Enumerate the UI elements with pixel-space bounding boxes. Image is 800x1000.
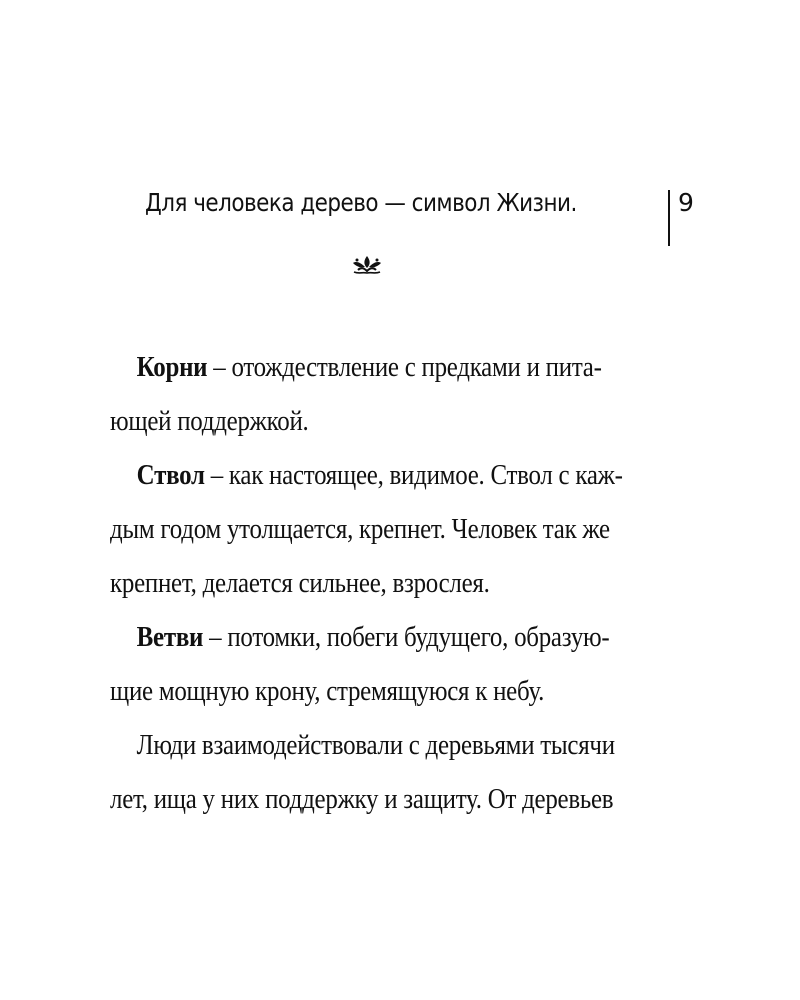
text-line — [110, 340, 617, 394]
term-trunk: Ствол — [136, 459, 205, 491]
text-line: крепнет, делается сильнее, взрослея. — [110, 567, 490, 599]
text-line — [110, 448, 623, 502]
page-number: 9 — [678, 188, 694, 217]
paragraph-trunk — [110, 448, 623, 610]
floral-ornament-icon — [350, 252, 384, 276]
line-text: – как настоящее, видимое. Ствол с каж- — [204, 459, 623, 491]
line-text: – потомки, побеги будущего, образую- — [203, 621, 610, 653]
paragraph-people — [110, 718, 617, 826]
body-text — [110, 340, 623, 826]
text-line: ющей поддержкой. — [110, 405, 309, 437]
paragraph-roots — [110, 340, 617, 448]
page-number-rule — [668, 190, 670, 246]
term-branches: Ветви — [136, 621, 204, 653]
running-header: Для человека дерево — символ Жизни. — [145, 188, 577, 217]
text-line: Люди взаимодействовали с деревьями тысячи — [136, 729, 615, 761]
paragraph-branches — [110, 610, 617, 718]
term-roots: Корни — [136, 351, 208, 383]
text-line: щие мощную крону, стремящуюся к небу. — [110, 675, 545, 707]
text-line: дым годом утолщается, крепнет. Человек так же — [110, 513, 610, 545]
text-line — [110, 610, 617, 664]
text-line: лет, ища у них поддержку и защиту. От деревьев — [110, 783, 614, 815]
line-text: – отождествление с предками и пита- — [207, 351, 602, 383]
